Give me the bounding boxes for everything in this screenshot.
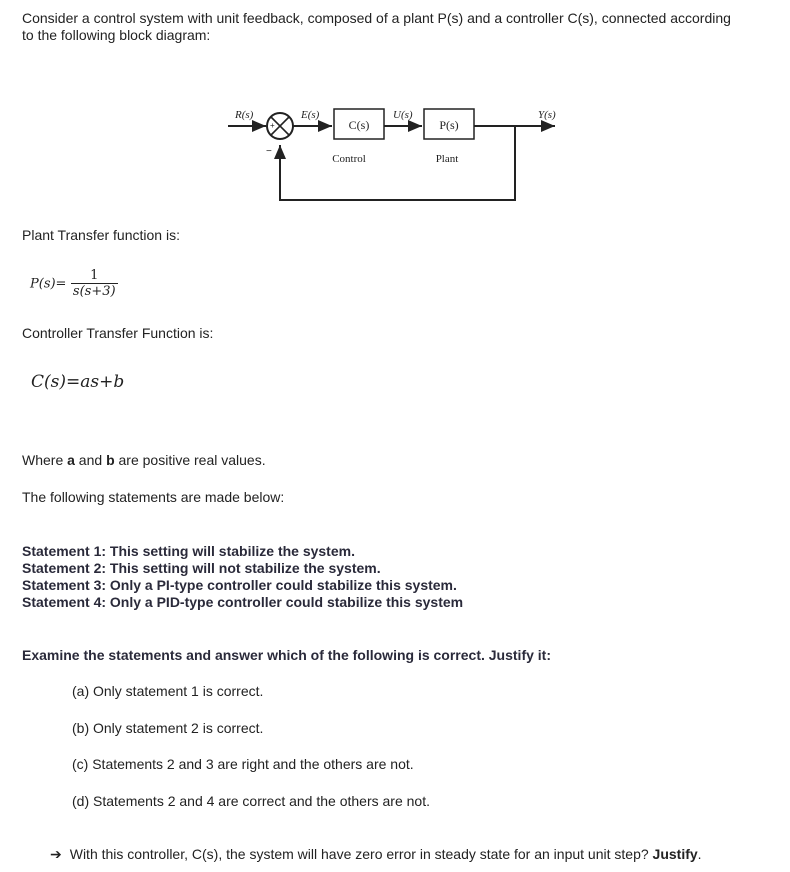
where-a: a	[67, 452, 75, 468]
statements-intro: The following statements are made below:	[22, 489, 285, 505]
y-label: Y(s)	[538, 109, 556, 121]
plant-eq-lhs: P(s)=	[30, 276, 67, 292]
intro-paragraph: Consider a control system with unit feedback, composed of a plant P(s) and a controller C(s), connected according to the following block diagram:	[22, 10, 731, 43]
sum-plus-sign: +	[270, 121, 275, 130]
sum-minus-sign: −	[266, 146, 272, 157]
controller-transfer-function: C(s)=as+b	[31, 372, 125, 392]
plant-eq-denominator: s(s+3)	[72, 284, 116, 299]
plant-eq-numerator: 1	[71, 268, 118, 284]
plant-caption: Plant	[435, 153, 459, 165]
statement-item: Statement 3: Only a PI-type controller could stabilize this system.	[22, 577, 457, 593]
arrow-right-icon: ➔	[50, 846, 62, 862]
where-b: b	[106, 452, 115, 468]
statements-list	[22, 543, 463, 611]
option-a: (a) Only statement 1 is correct.	[72, 683, 264, 699]
where-suffix: are positive real values.	[114, 452, 266, 468]
plant-tf-label: Plant Transfer function is:	[22, 227, 180, 243]
where-clause	[22, 452, 266, 468]
option-b: (b) Only statement 2 is correct.	[72, 720, 264, 736]
option-c: (c) Statements 2 and 3 are right and the others are not.	[72, 756, 414, 772]
where-prefix: Where	[22, 452, 68, 468]
e-label: E(s)	[301, 109, 320, 121]
question-end: .	[697, 846, 702, 862]
r-label: R(s)	[235, 109, 254, 121]
plant-transfer-function	[30, 268, 118, 308]
u-label: U(s)	[393, 109, 413, 121]
question-text: With this controller, C(s), the system will have zero error in steady state for an input unit step?	[69, 846, 653, 862]
where-mid: and	[74, 452, 107, 468]
follow-up-question	[50, 846, 702, 863]
controller-block-label: C(s)	[348, 118, 370, 132]
question-justify: Justify	[652, 846, 698, 862]
plant-block-label: P(s)	[439, 118, 459, 132]
statement-item: Statement 2: This setting will not stabilize the system.	[22, 560, 381, 576]
plant-eq-fraction	[71, 268, 118, 300]
controller-caption: Control	[332, 153, 366, 165]
statement-item: Statement 1: This setting will stabilize the system.	[22, 543, 355, 559]
option-d: (d) Statements 2 and 4 are correct and the others are not.	[72, 793, 430, 809]
statement-item: Statement 4: Only a PID-type controller could stabilize this system	[22, 594, 464, 610]
examine-instruction: Examine the statements and answer which of the following is correct. Justify it:	[22, 647, 551, 663]
feedback-path	[280, 126, 515, 200]
controller-tf-label: Controller Transfer Function is:	[22, 325, 214, 341]
block-diagram	[210, 96, 590, 212]
